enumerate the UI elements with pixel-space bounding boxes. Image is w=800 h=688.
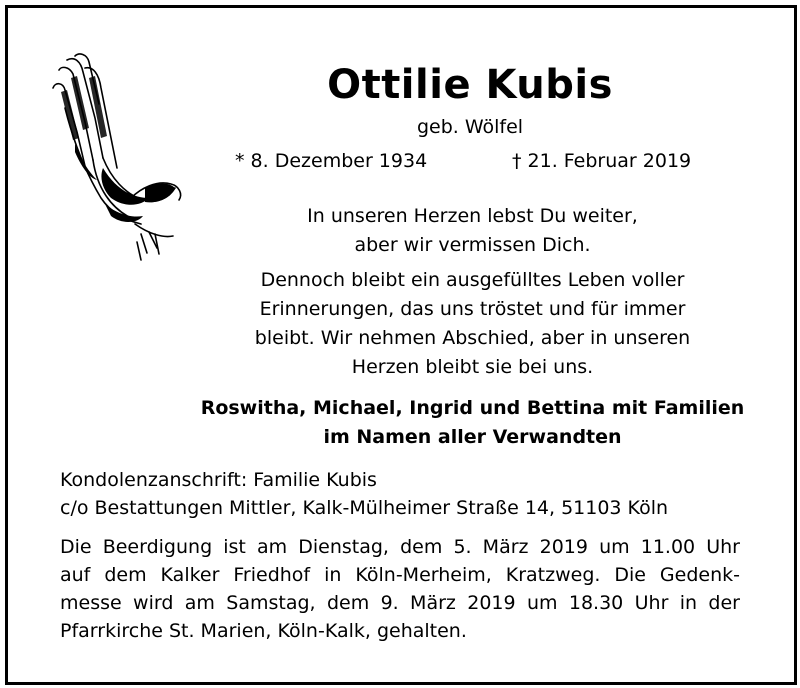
verse-line: Herzen bleibt sie bei uns. <box>351 356 594 378</box>
deceased-name: Ottilie Kubis <box>327 62 613 108</box>
signature-line: im Namen aller Verwandten <box>323 426 622 448</box>
verse-line: Dennoch bleibt ein ausgefülltes Leben voller <box>260 269 685 291</box>
verse-line: Erinnerungen, das uns tröstet und für immer <box>259 298 686 320</box>
funeral-line: Pfarrkirche St. Marien, Köln-Kalk, gehalten. <box>60 620 467 642</box>
birth-date: * 8. Dezember 1934 <box>235 150 428 172</box>
funeral-line: Die Beerdigung ist am Dienstag, dem 5. März 2019 um 11.00 Uhr <box>60 536 740 558</box>
funeral-line: auf dem Kalker Friedhof in Köln-Merheim, Kratzweg. Die Gedenk- <box>60 564 740 586</box>
address-line: c/o Bestattungen Mittler, Kalk-Mülheimer Straße 14, 51103 Köln <box>60 497 669 519</box>
verse-line: In unseren Herzen lebst Du weiter, <box>307 205 638 227</box>
verse-line: bleibt. Wir nehmen Abschied, aber in unseren <box>254 327 691 349</box>
condolence-address <box>60 466 740 522</box>
verse-line: aber wir vermissen Dich. <box>354 234 591 256</box>
verse-stanza-1 <box>195 202 750 260</box>
maiden-name: geb. Wölfel <box>416 116 524 138</box>
signature-line: Roswitha, Michael, Ingrid und Bettina mit Familien <box>200 397 745 419</box>
funeral-details <box>60 533 740 645</box>
death-date: † 21. Februar 2019 <box>512 150 692 172</box>
address-line: Kondolenzanschrift: Familie Kubis <box>60 469 377 491</box>
mourners-signature <box>195 394 750 452</box>
praying-hands-icon <box>45 48 185 263</box>
verse-stanza-2 <box>195 266 750 382</box>
funeral-line: messe wird am Samstag, dem 9. März 2019 um 18.30 Uhr in der <box>60 592 740 614</box>
